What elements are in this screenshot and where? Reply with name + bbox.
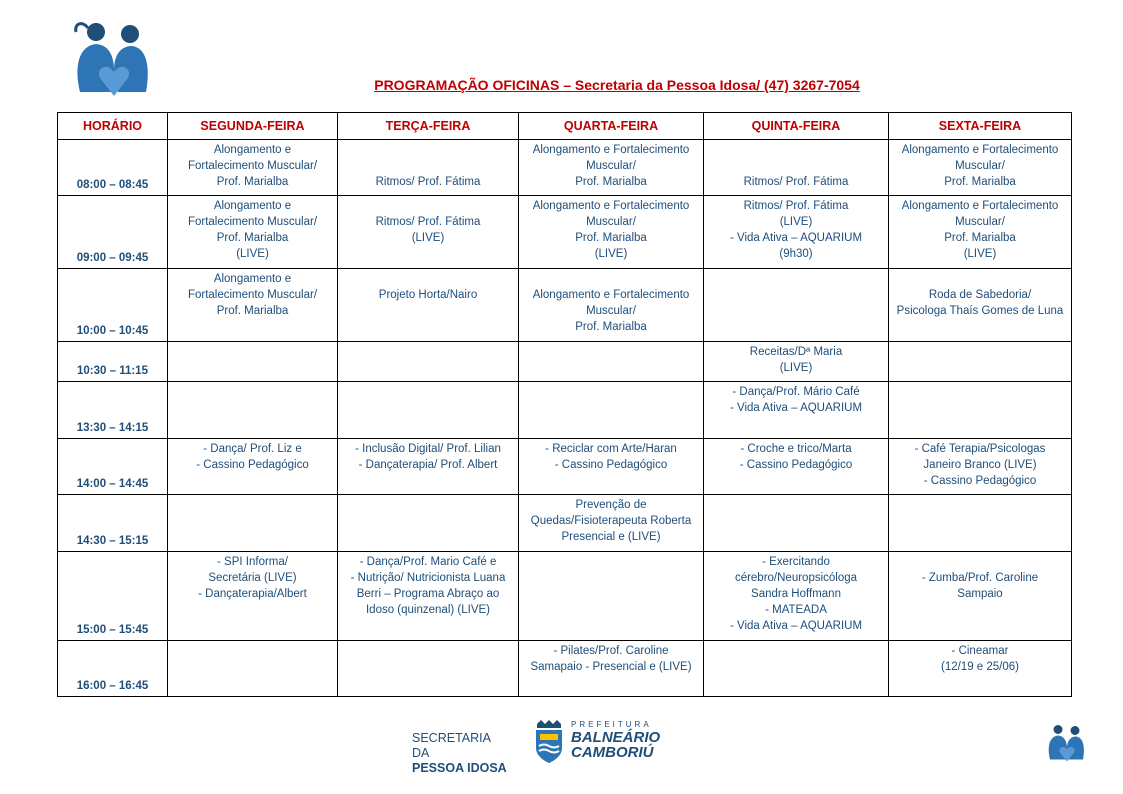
activity-line: Alongamento e Fortalecimento: [532, 289, 690, 301]
activity-line: - Inclusão Digital/ Prof. Lilian: [355, 443, 501, 455]
activity-line: [893, 271, 1067, 287]
activity-cell: [338, 269, 519, 342]
header-row: [58, 113, 1072, 140]
activity-cell: [704, 641, 889, 697]
activity-line: - MATEADA: [765, 604, 827, 616]
activity-line: (LIVE): [411, 232, 445, 244]
activity-cell: [168, 140, 338, 196]
activity-line: Prof. Marialba: [575, 176, 647, 188]
activity-line: Alongamento e: [213, 144, 292, 156]
activity-line: Projeto Horta/Nairo: [378, 289, 478, 301]
activity-line: Psicologa Thaís Gomes de Luna: [896, 305, 1064, 317]
activity-line: [708, 142, 884, 158]
header-day: QUARTA-FEIRA: [519, 113, 704, 140]
activity-line: - Reciclar com Arte/Haran: [545, 443, 677, 455]
table-row: [58, 140, 1072, 196]
activity-line: - Dança/Prof. Mario Café e: [359, 556, 497, 568]
activity-line: Roda de Sabedoria/: [928, 289, 1032, 301]
pessoa-idosa-label: PESSOA IDOSA: [412, 761, 507, 775]
activity-cell: [519, 641, 704, 697]
activity-line: [342, 142, 514, 158]
activity-line: - Cassino Pedagógico: [739, 459, 853, 471]
activity-line: Samapaio - Presencial e (LIVE): [530, 661, 692, 673]
activity-cell: [338, 196, 519, 269]
header-day: QUINTA-FEIRA: [704, 113, 889, 140]
activity-cell: [338, 552, 519, 641]
activity-cell: [704, 495, 889, 552]
activity-cell: [889, 140, 1072, 196]
activity-cell: [889, 342, 1072, 382]
activity-line: - Zumba/Prof. Caroline: [921, 572, 1039, 584]
activity-line: - Vida Ativa – AQUARIUM: [729, 402, 863, 414]
time-slot-cell: 15:00 – 15:45: [58, 552, 168, 641]
time-slot-cell: 16:00 – 16:45: [58, 641, 168, 697]
secretaria-footer-logo: [412, 731, 508, 776]
activity-line: Sandra Hoffmann: [751, 588, 841, 600]
activity-cell: [889, 641, 1072, 697]
activity-cell: [168, 439, 338, 495]
prefeitura-label: PREFEITURA: [571, 720, 652, 729]
activity-line: - Pilates/Prof. Caroline: [553, 645, 669, 657]
activity-line: - SPI Informa/: [217, 556, 288, 568]
activity-line: Alongamento e Fortalecimento: [901, 144, 1059, 156]
activity-cell: [519, 140, 704, 196]
activity-cell: [519, 382, 704, 439]
activity-line: (9h30): [779, 248, 813, 260]
activity-cell: [704, 140, 889, 196]
activity-line: - Cassino Pedagógico: [923, 475, 1037, 487]
activity-line: - Dança/ Prof. Liz e: [203, 443, 302, 455]
activity-cell: [168, 495, 338, 552]
activity-line: Berri – Programa Abraço ao: [356, 588, 500, 600]
activity-line: - Cassino Pedagógico: [554, 459, 668, 471]
activity-line: Muscular/: [586, 160, 636, 172]
activity-cell: [168, 382, 338, 439]
activity-line: Secretária (LIVE): [208, 572, 297, 584]
activity-cell: [519, 342, 704, 382]
table-row: [58, 552, 1072, 641]
activity-line: Prof. Marialba: [575, 321, 647, 333]
activity-line: - Vida Ativa – AQUARIUM: [729, 232, 863, 244]
activity-line: - Dançaterapia/Albert: [198, 588, 307, 600]
table-row: [58, 196, 1072, 269]
activity-cell: [338, 342, 519, 382]
secretaria-label: SECRETARIA DA: [412, 731, 491, 760]
activity-cell: [338, 439, 519, 495]
activity-line: [342, 158, 514, 174]
activity-line: [708, 158, 884, 174]
table-row: [58, 342, 1072, 382]
header-day: TERÇA-FEIRA: [338, 113, 519, 140]
activity-line: Muscular/: [955, 216, 1005, 228]
schedule-table: [57, 112, 1072, 697]
activity-line: (LIVE): [779, 362, 813, 374]
time-slot-cell: 10:00 – 10:45: [58, 269, 168, 342]
activity-cell: [889, 439, 1072, 495]
table-row: [58, 439, 1072, 495]
time-slot-cell: 10:30 – 11:15: [58, 342, 168, 382]
activity-line: Prof. Marialba: [944, 232, 1016, 244]
activity-cell: [338, 382, 519, 439]
activity-line: - Croche e trico/Marta: [740, 443, 852, 455]
activity-line: - Vida Ativa – AQUARIUM: [729, 620, 863, 632]
activity-line: Ritmos/ Prof. Fátima: [375, 176, 481, 188]
activity-line: [893, 554, 1067, 570]
activity-line: [523, 271, 699, 287]
activity-cell: [338, 495, 519, 552]
city-coat-of-arms-icon: [533, 718, 565, 764]
table-row: [58, 495, 1072, 552]
activity-cell: [889, 495, 1072, 552]
time-slot-cell: 14:30 – 15:15: [58, 495, 168, 552]
activity-cell: [168, 641, 338, 697]
activity-cell: [704, 439, 889, 495]
header-day: SEGUNDA-FEIRA: [168, 113, 338, 140]
activity-line: Sampaio: [957, 588, 1003, 600]
activity-line: [342, 271, 514, 287]
activity-line: - Nutrição/ Nutricionista Luana: [350, 572, 506, 584]
activity-line: - Dança/Prof. Mário Café: [732, 386, 860, 398]
table-row: [58, 382, 1072, 439]
activity-cell: [519, 196, 704, 269]
activity-line: Muscular/: [955, 160, 1005, 172]
activity-line: Alongamento e Fortalecimento: [901, 200, 1059, 212]
activity-cell: [704, 342, 889, 382]
prefeitura-logo: [571, 720, 660, 760]
activity-line: Alongamento e: [213, 273, 292, 285]
time-slot-cell: 13:30 – 14:15: [58, 382, 168, 439]
activity-line: Ritmos/ Prof. Fátima: [743, 200, 849, 212]
activity-cell: [519, 269, 704, 342]
activity-line: Idoso (quinzenal) (LIVE): [365, 604, 490, 616]
activity-line: - Café Terapia/Psicologas: [914, 443, 1046, 455]
activity-line: Prof. Marialba: [216, 232, 289, 244]
page-title: PROGRAMAÇÃO OFICINAS – Secretaria da Pessoa Idosa/ (47) 3267-7054: [374, 77, 860, 93]
city-name-line1: BALNEÁRIO: [571, 729, 661, 746]
secretaria-small-logo-icon: [1045, 722, 1089, 764]
activity-line: Alongamento e: [213, 200, 292, 212]
time-slot-cell: 08:00 – 08:45: [58, 140, 168, 196]
activity-line: - Cassino Pedagógico: [196, 459, 309, 471]
activity-cell: [704, 269, 889, 342]
activity-line: Prevenção de: [575, 499, 647, 511]
activity-line: cérebro/Neuropsicóloga: [734, 572, 858, 584]
activity-line: Alongamento e Fortalecimento: [532, 200, 690, 212]
city-name-line2: CAMBORIÚ: [571, 744, 654, 761]
activity-line: Muscular/: [586, 305, 636, 317]
activity-line: Prof. Marialba: [575, 232, 647, 244]
activity-cell: [889, 552, 1072, 641]
activity-cell: [338, 641, 519, 697]
activity-cell: [889, 196, 1072, 269]
activity-line: Prof. Marialba: [216, 176, 289, 188]
activity-cell: [519, 439, 704, 495]
activity-line: (LIVE): [779, 216, 813, 228]
activity-line: Ritmos/ Prof. Fátima: [375, 216, 481, 228]
activity-line: Prof. Marialba: [216, 305, 289, 317]
time-slot-cell: 14:00 – 14:45: [58, 439, 168, 495]
activity-line: Muscular/: [586, 216, 636, 228]
activity-cell: [519, 495, 704, 552]
activity-cell: [889, 382, 1072, 439]
activity-line: Prof. Marialba: [944, 176, 1016, 188]
activity-line: (LIVE): [963, 248, 997, 260]
activity-cell: [168, 552, 338, 641]
activity-line: - Dançaterapia/ Prof. Albert: [358, 459, 498, 471]
activity-line: (LIVE): [594, 248, 628, 260]
activity-cell: [889, 269, 1072, 342]
activity-line: Fortalecimento Muscular/: [187, 216, 318, 228]
header-day: SEXTA-FEIRA: [889, 113, 1072, 140]
header-hour: HORÁRIO: [58, 113, 168, 140]
activity-cell: [168, 342, 338, 382]
activity-cell: [519, 552, 704, 641]
activity-line: Receitas/Dª Maria: [749, 346, 843, 358]
activity-line: (LIVE): [236, 248, 269, 260]
activity-line: Quedas/Fisioterapeuta Roberta: [530, 515, 692, 527]
activity-cell: [704, 552, 889, 641]
activity-line: Janeiro Branco (LIVE): [923, 459, 1037, 471]
activity-cell: [704, 382, 889, 439]
activity-cell: [704, 196, 889, 269]
time-slot-cell: 09:00 – 09:45: [58, 196, 168, 269]
activity-line: Fortalecimento Muscular/: [187, 289, 318, 301]
activity-cell: [338, 140, 519, 196]
activity-cell: [168, 269, 338, 342]
activity-cell: [168, 196, 338, 269]
activity-line: Presencial e (LIVE): [561, 531, 661, 543]
activity-line: [342, 198, 514, 214]
activity-line: Alongamento e Fortalecimento: [532, 144, 690, 156]
activity-line: Fortalecimento Muscular/: [187, 160, 318, 172]
activity-line: - Exercitando: [762, 556, 830, 568]
activity-line: (12/19 e 25/06): [940, 661, 1019, 673]
table-row: [58, 641, 1072, 697]
activity-line: Ritmos/ Prof. Fátima: [743, 176, 849, 188]
table-row: [58, 269, 1072, 342]
activity-line: - Cineamar: [951, 645, 1009, 657]
